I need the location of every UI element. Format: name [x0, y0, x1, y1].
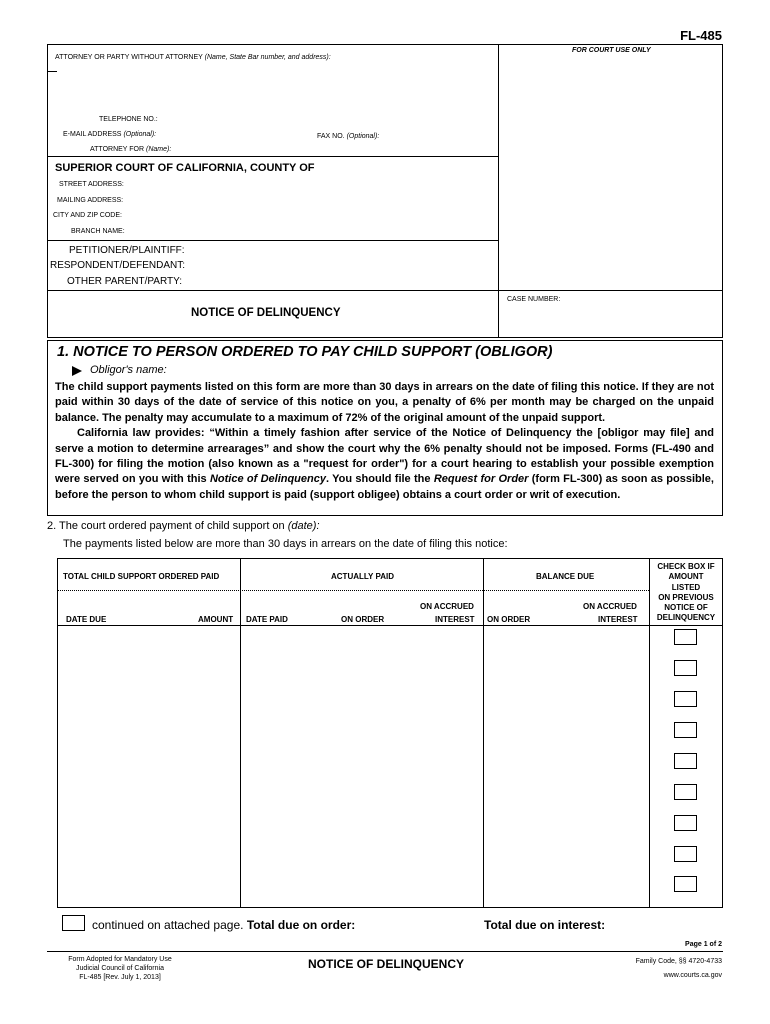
notice-text	[55, 380, 714, 503]
petitioner-label: PETITIONER/PLAINTIFF:	[69, 245, 185, 256]
col-date-due: DATE DUE	[66, 615, 107, 624]
attorney-for-label: ATTORNEY FOR (Name):	[90, 146, 172, 153]
telephone-label: TELEPHONE NO.:	[99, 116, 158, 123]
page-number: Page 1 of 2	[685, 941, 722, 948]
total-interest-label: Total due on interest:	[484, 918, 606, 932]
delinquency-checkbox[interactable]	[674, 876, 697, 892]
footer-title: NOTICE OF DELINQUENCY	[308, 957, 465, 971]
continued-label: continued on attached page. Total due on order:	[92, 918, 356, 932]
delinquency-checkbox[interactable]	[674, 846, 697, 862]
delinquency-checkbox[interactable]	[674, 815, 697, 831]
col-on-accrued: ON ACCRUED	[420, 602, 474, 611]
section2-line-b: The payments listed below are more than 30 days in arrears on the date of filing this notice:	[63, 538, 508, 550]
paragraph-2: California law provides: “Within a timely fashion after service of the Notice of Delinquency the [obligor may file] and serve a motion to determine arrearages” and show the court why the 6% penalty should not be imposed. Forms (FL-490 and FL-300) for filing the motion (also known as a "request for order") for a court hearing to establish your possible exemption were served on you with this Notice of Delinquency. You should file the Request for Order (form FL-300) as soon as possible, before the person to whom child support is paid (support obligee) obtains a court order or writ of execution.	[55, 427, 714, 501]
family-code: Family Code, §§ 4720-4733	[635, 958, 722, 965]
actually-paid-header: ACTUALLY PAID	[331, 572, 394, 581]
obligor-name-label: Obligor's name:	[90, 364, 167, 376]
case-number-label: CASE NUMBER:	[507, 296, 561, 303]
form-number: FL-485	[680, 28, 722, 43]
delinquency-checkbox[interactable]	[674, 629, 697, 645]
col-on-order-balance: ON ORDER	[487, 615, 531, 624]
section2-line-a: 2. The court ordered payment of child support on (date):	[47, 520, 320, 532]
courts-url[interactable]: www.courts.ca.gov	[663, 972, 722, 979]
delinquency-checkbox[interactable]	[674, 784, 697, 800]
form-title: NOTICE OF DELINQUENCY	[191, 307, 341, 319]
col-on-accrued-balance: ON ACCRUED	[583, 602, 637, 611]
mailing-address-label: MAILING ADDRESS:	[57, 197, 124, 204]
attorney-label: ATTORNEY OR PARTY WITHOUT ATTORNEY (Name, State Bar number, and address):	[55, 54, 331, 61]
court-use-label: FOR COURT USE ONLY	[572, 47, 651, 54]
branch-name-label: BRANCH NAME:	[71, 228, 125, 235]
other-parent-label: OTHER PARENT/PARTY:	[67, 276, 183, 287]
col-on-order: ON ORDER	[341, 615, 385, 624]
delinquency-checkbox[interactable]	[674, 722, 697, 738]
street-address-label: STREET ADDRESS:	[59, 181, 124, 188]
arrow-icon	[72, 366, 82, 376]
fax-label: FAX NO. (Optional):	[317, 133, 380, 140]
continued-checkbox[interactable]	[62, 915, 85, 931]
col-interest: INTEREST	[435, 615, 475, 624]
court-title: SUPERIOR COURT OF CALIFORNIA, COUNTY OF	[55, 162, 315, 174]
email-label: E-MAIL ADDRESS (Optional):	[63, 131, 157, 138]
form-adopted: Form Adopted for Mandatory Use Judicial Council of California FL-485 [Rev. July 1, 2013]	[68, 956, 172, 981]
respondent-label: RESPONDENT/DEFENDANT:	[50, 260, 186, 271]
col-interest-balance: INTEREST	[598, 615, 638, 624]
paragraph-1: The child support payments listed on this form are more than 30 days in arrears on the date of filing this notice. If they are not paid within 30 days of the date of service of this notice on you, a penalty of 6% per month may be charged on the unpaid balance. The penalty may accumulate to a maximum of 72% of the original amount of the unpaid support.	[55, 381, 714, 424]
delinquency-checkbox[interactable]	[674, 691, 697, 707]
col-amount: AMOUNT	[198, 615, 234, 624]
total-ordered-header: TOTAL CHILD SUPPORT ORDERED PAID	[63, 572, 220, 581]
balance-due-header: BALANCE DUE	[536, 572, 595, 581]
delinquency-checkbox[interactable]	[674, 660, 697, 676]
section1-heading: 1. NOTICE TO PERSON ORDERED TO PAY CHILD SUPPORT (OBLIGOR)	[57, 344, 553, 360]
col-date-paid: DATE PAID	[246, 615, 288, 624]
check-box-header: CHECK BOX IF AMOUNT LISTED ON PREVIOUS NOTICE OF DELINQUENCY	[656, 562, 716, 623]
city-zip-label: CITY AND ZIP CODE:	[53, 212, 122, 219]
delinquency-checkbox[interactable]	[674, 753, 697, 769]
